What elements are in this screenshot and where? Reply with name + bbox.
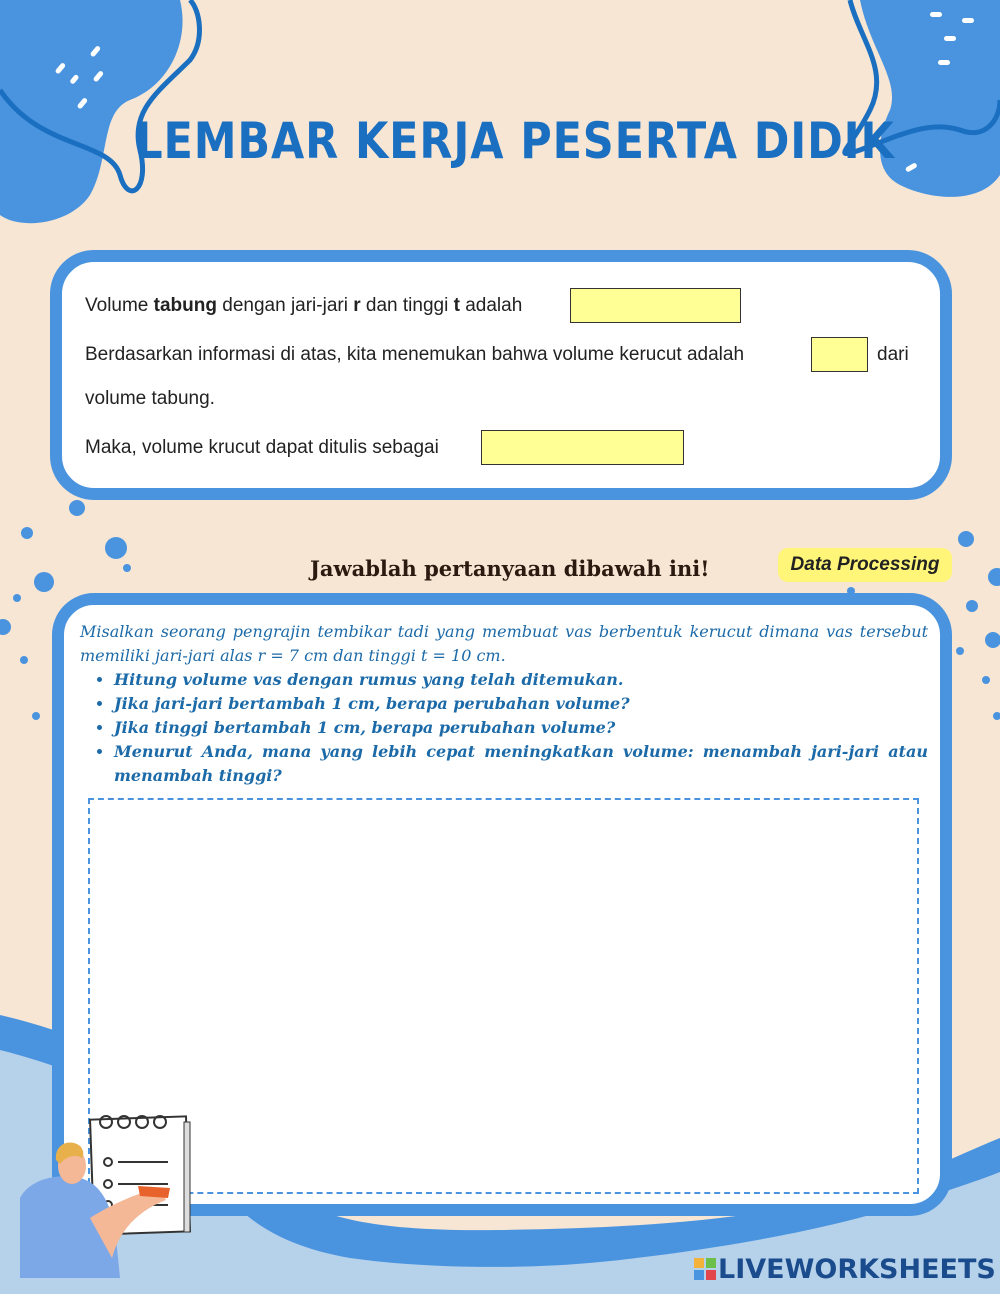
info-line-3: volume tabung. [85,388,215,409]
answer-area[interactable] [88,798,919,1194]
liveworksheets-logo [694,1254,996,1285]
question-item: • Jika tinggi bertambah 1 cm, berapa perubahan volume? [114,716,928,740]
question-item: • Menurut Anda, mana yang lebih cepat meningkatkan volume: menambah jari-jari atau menambah tinggi? [114,740,928,788]
page-title: LEMBAR KERJA PESERTA DIDIK [135,112,895,170]
info-line-2-end: dari [877,344,909,365]
question-item: • Hitung volume vas dengan rumus yang telah ditemukan. [114,668,928,692]
cone-volume-input[interactable] [481,430,684,465]
info-line-2: Berdasarkan informasi di atas, kita menemukan bahwa volume kerucut adalah [85,344,745,365]
question-text [80,620,928,788]
question-item: • Jika jari-jari bertambah 1 cm, berapa perubahan volume? [114,692,928,716]
question-list [80,668,928,788]
liveworksheets-logo-icon [694,1258,716,1280]
cylinder-volume-input[interactable] [570,288,741,323]
logo-text: LIVEWORKSHEETS [718,1254,996,1285]
question-intro: Misalkan seorang pengrajin tembikar tadi yang membuat vas berbentuk kerucut dimana vas tersebut memiliki jari-jari alas r = 7 cm dan tinggi t = 10 cm. [80,622,928,665]
instruction-heading: Jawablah pertanyaan dibawah ini! [310,556,710,581]
data-processing-badge: Data Processing [778,548,952,582]
info-line-4: Maka, volume krucut dapat ditulis sebagai [85,437,439,458]
fraction-input[interactable] [811,337,868,372]
student-notepad-illustration [20,1108,200,1278]
info-line-1: Volume tabung dengan jari-jari r dan tinggi t adalah [85,295,523,316]
